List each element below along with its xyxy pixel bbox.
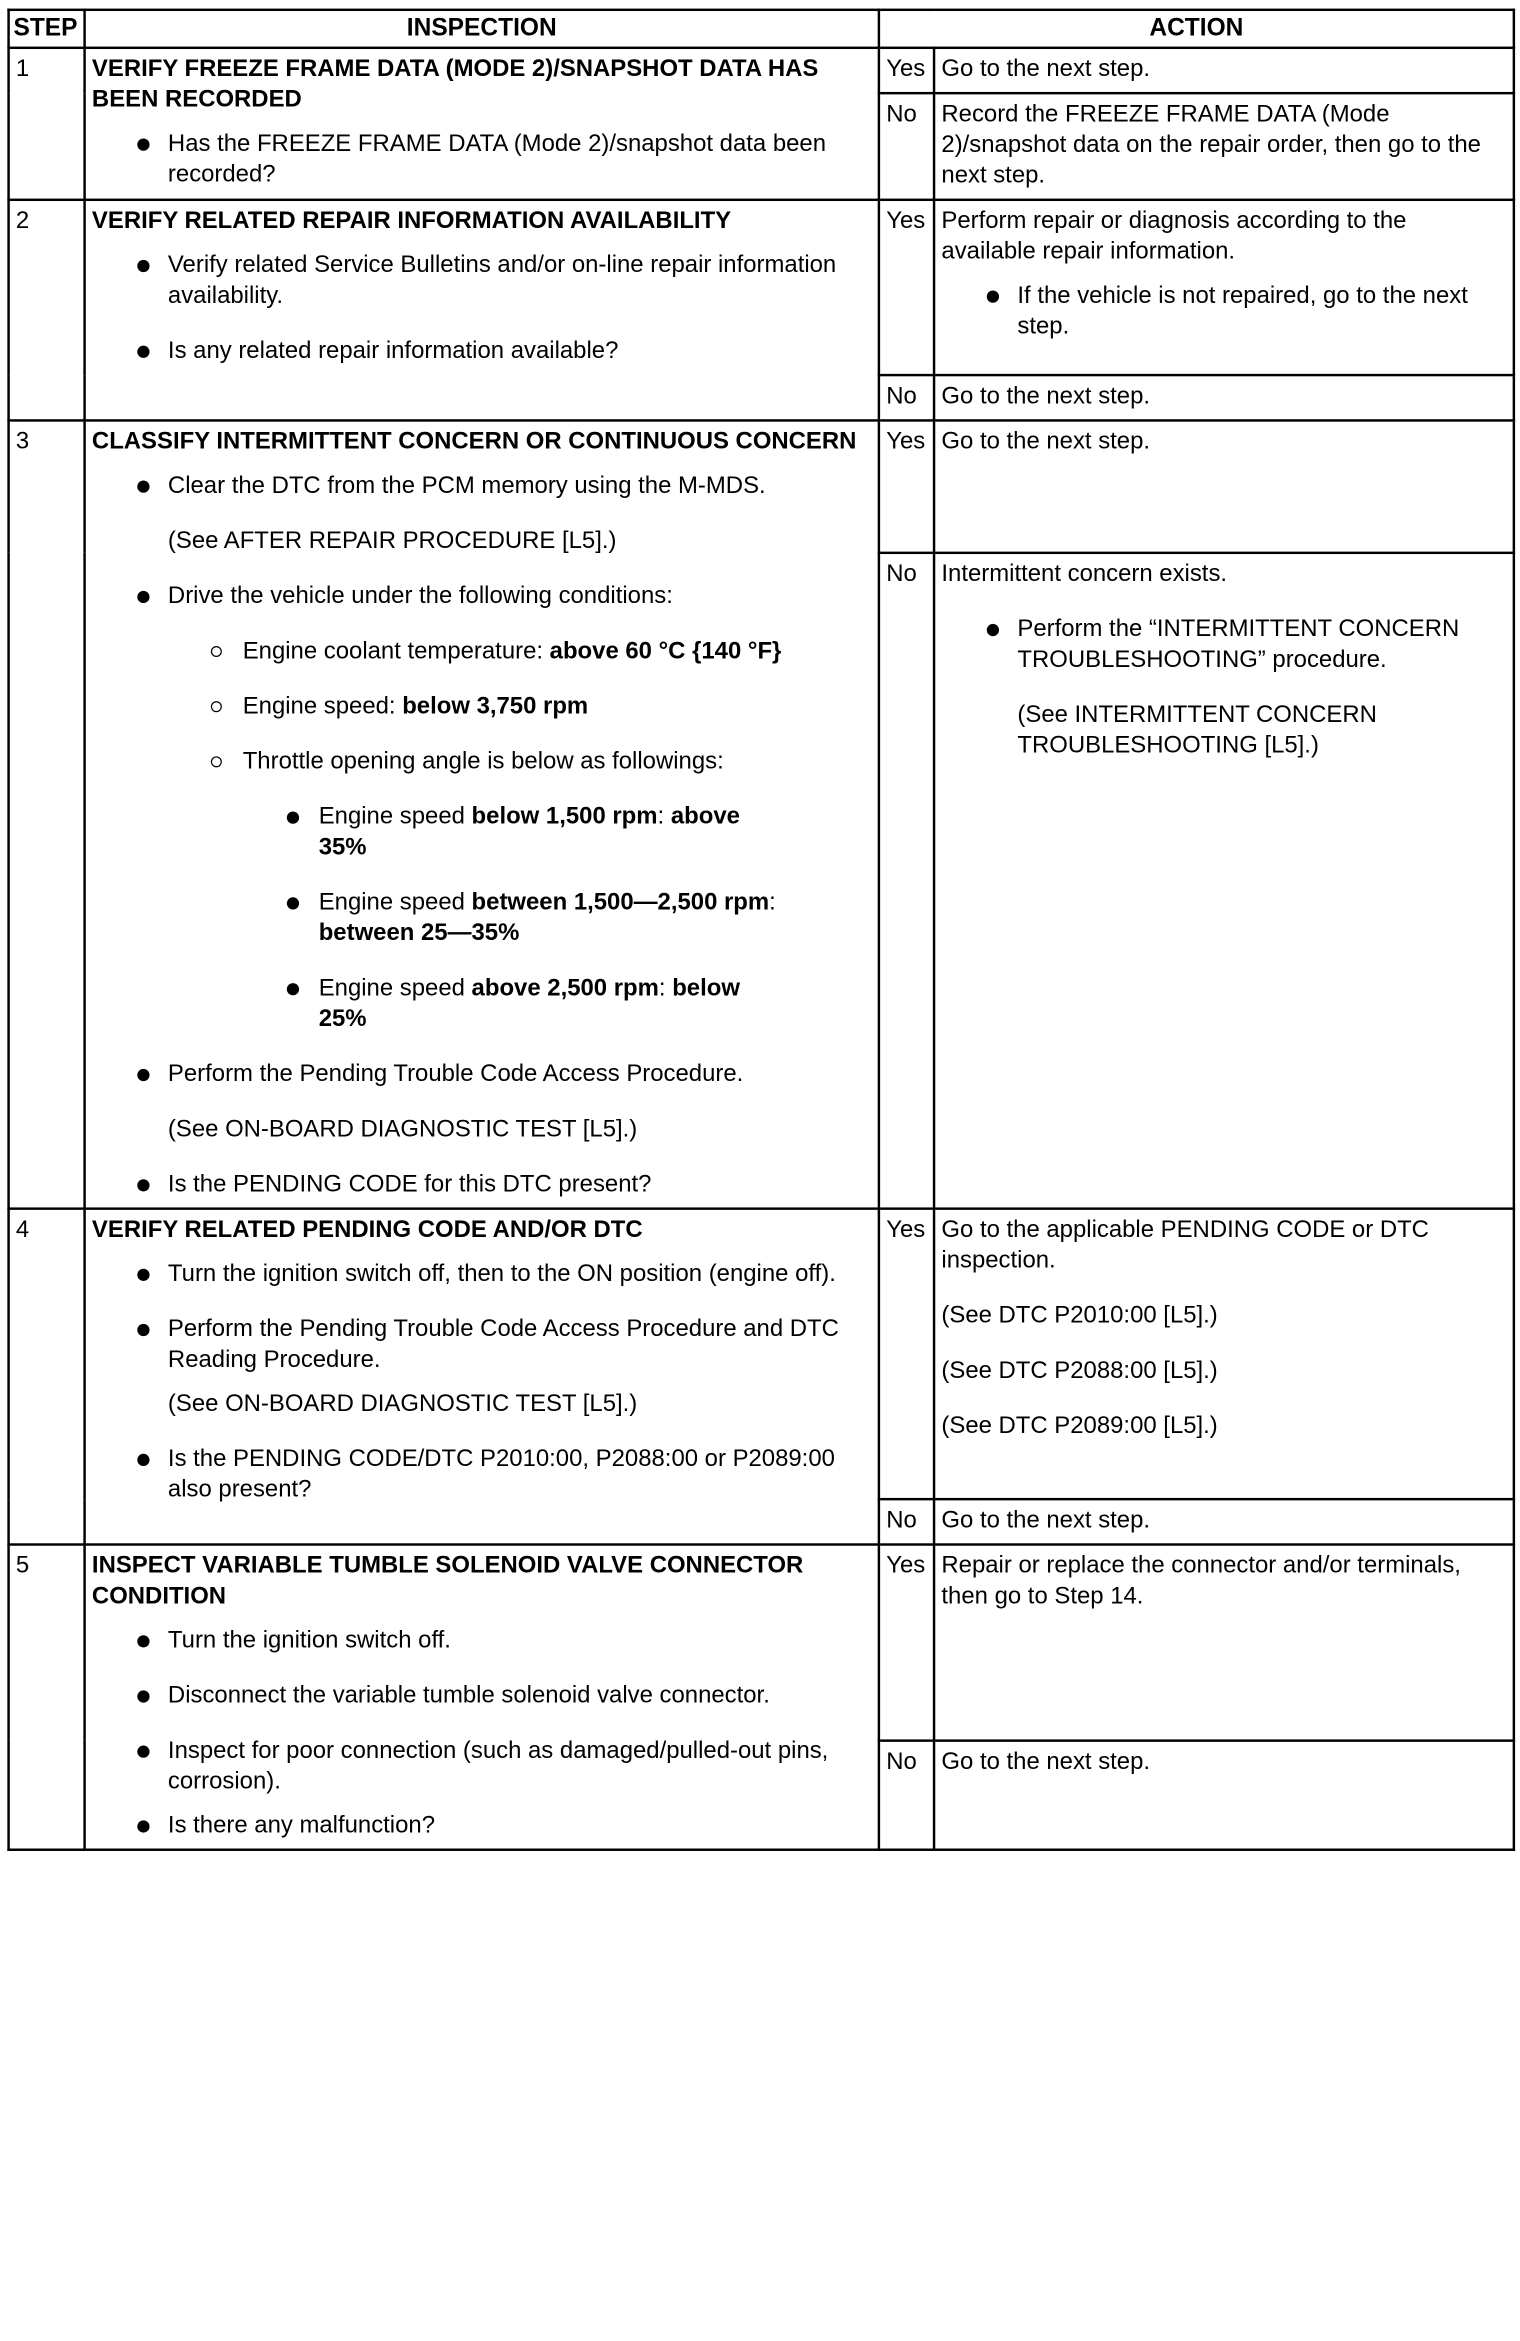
- yes-action: Go to the next step.: [934, 48, 1514, 93]
- inspection-item: Turn the ignition switch off.: [92, 1625, 872, 1656]
- condition-text: :: [769, 888, 776, 916]
- yes-action: Go to the applicable PENDING CODE or DTC inspection.: [941, 1215, 1429, 1274]
- condition-bold: below 1,500 rpm: [471, 802, 658, 830]
- inspection-item: Is any related repair information available?: [92, 336, 872, 367]
- throttle-condition: [92, 973, 778, 1034]
- condition-bold: between 1,500—2,500 rpm: [471, 888, 770, 916]
- header-inspection: INSPECTION: [85, 10, 879, 48]
- inspection-item: Is the PENDING CODE/DTC P2010:00, P2088:00 or P2089:00 also present?: [92, 1444, 872, 1505]
- yes-action-reference: (See DTC P2010:00 [L5].): [941, 1301, 1218, 1329]
- step-number: 5: [9, 1545, 85, 1850]
- yes-label: Yes: [879, 1209, 934, 1500]
- step-3-yes-row: [9, 420, 1514, 552]
- step-1-inspection: [85, 48, 879, 200]
- inspection-item: Perform the Pending Trouble Code Access Procedure.: [92, 1059, 872, 1090]
- no-action: Intermittent concern exists.: [941, 560, 1228, 588]
- throttle-condition: [92, 802, 778, 863]
- diagnostic-procedure-table: [7, 9, 1515, 1851]
- inspection-item: Is there any malfunction?: [92, 1811, 872, 1842]
- inspection-item: Turn the ignition switch off, then to the ON position (engine off).: [92, 1259, 872, 1290]
- step-number: 2: [9, 200, 85, 421]
- yes-action-reference: (See DTC P2089:00 [L5].): [941, 1412, 1218, 1440]
- inspection-reference: (See ON-BOARD DIAGNOSTIC TEST [L5].): [167, 1390, 638, 1418]
- condition-label: Engine speed:: [242, 692, 403, 720]
- condition-value: below 3,750 rpm: [402, 692, 589, 720]
- condition-text: Engine speed: [318, 802, 472, 830]
- no-action: Go to the next step.: [934, 375, 1514, 420]
- no-label: No: [879, 1499, 934, 1544]
- step-number: 3: [9, 420, 85, 1208]
- yes-label: Yes: [879, 200, 934, 375]
- step-5-yes-row: [9, 1545, 1514, 1741]
- yes-action-bullet: If the vehicle is not repaired, go to the next step.: [941, 281, 1506, 342]
- no-label: No: [879, 375, 934, 420]
- inspection-item: Is the PENDING CODE for this DTC present?: [92, 1169, 872, 1200]
- inspection-subitem: [92, 691, 872, 722]
- throttle-condition: [92, 887, 834, 948]
- yes-label: Yes: [879, 1545, 934, 1741]
- yes-action: Perform repair or diagnosis according to the available repair information.: [941, 207, 1407, 265]
- inspection-subitem: Throttle opening angle is below as followings:: [92, 747, 872, 778]
- step-1-yes-row: [9, 48, 1514, 93]
- inspection-item: Drive the vehicle under the following conditions:: [92, 581, 872, 612]
- condition-bold: above 2,500 rpm: [471, 974, 659, 1002]
- inspection-item: Perform the Pending Trouble Code Access Procedure and DTC Reading Procedure.: [92, 1314, 872, 1375]
- condition-text: Engine speed: [318, 974, 472, 1002]
- inspection-reference: (See AFTER REPAIR PROCEDURE [L5].): [167, 527, 617, 555]
- step-2-inspection: [85, 200, 879, 421]
- step-title: VERIFY FREEZE FRAME DATA (MODE 2)/SNAPSHOT DATA HAS BEEN RECORDED: [91, 55, 819, 113]
- step-title: INSPECT VARIABLE TUMBLE SOLENOID VALVE CONNECTOR CONDITION: [91, 1551, 804, 1610]
- yes-action-cell: [934, 200, 1514, 375]
- step-title: CLASSIFY INTERMITTENT CONCERN OR CONTINUOUS CONCERN: [91, 427, 857, 455]
- step-3-inspection: [85, 420, 879, 1208]
- inspection-item: Verify related Service Bulletins and/or on-line repair information availability.: [92, 250, 872, 311]
- no-label: No: [879, 553, 934, 1209]
- step-4-yes-row: [9, 1209, 1514, 1500]
- table-header-row: [9, 10, 1514, 48]
- yes-action: Repair or replace the connector and/or terminals, then go to Step 14.: [934, 1545, 1514, 1741]
- no-action-cell: [934, 553, 1514, 1209]
- step-2-yes-row: [9, 200, 1514, 375]
- yes-action-cell: [934, 1209, 1514, 1500]
- step-title: VERIFY RELATED PENDING CODE AND/OR DTC: [91, 1215, 643, 1243]
- inspection-item: Inspect for poor connection (such as damaged/pulled-out pins, corrosion).: [92, 1736, 872, 1797]
- yes-action: Go to the next step.: [934, 420, 1514, 552]
- condition-text: :: [658, 974, 673, 1002]
- header-step: STEP: [9, 10, 85, 48]
- inspection-subitem: [92, 636, 872, 667]
- no-action: Go to the next step.: [934, 1499, 1514, 1544]
- step-number: 4: [9, 1209, 85, 1545]
- step-5-inspection: [85, 1545, 879, 1850]
- condition-bold: below 25%: [318, 974, 740, 1033]
- condition-bold: between 25—35%: [318, 919, 520, 947]
- inspection-reference: (See ON-BOARD DIAGNOSTIC TEST [L5].): [167, 1115, 638, 1143]
- condition-bold: above 35%: [318, 802, 740, 861]
- step-number: 1: [9, 48, 85, 200]
- condition-value: above 60 °C {140 °F}: [549, 637, 782, 665]
- inspection-item: Has the FREEZE FRAME DATA (Mode 2)/snapshot data been recorded?: [92, 129, 872, 190]
- yes-label: Yes: [879, 420, 934, 552]
- yes-action-reference: (See DTC P2088:00 [L5].): [941, 1356, 1218, 1384]
- inspection-item: Disconnect the variable tumble solenoid valve connector.: [92, 1681, 872, 1712]
- no-action: Record the FREEZE FRAME DATA (Mode 2)/snapshot data on the repair order, then go to the next step.: [934, 93, 1514, 200]
- step-title: VERIFY RELATED REPAIR INFORMATION AVAILABILITY: [91, 207, 732, 235]
- header-action: ACTION: [879, 10, 1514, 48]
- condition-text: Engine speed: [318, 888, 472, 916]
- condition-label: Engine coolant temperature:: [242, 637, 550, 665]
- no-action: Go to the next step.: [934, 1741, 1514, 1850]
- condition-text: :: [657, 802, 671, 830]
- step-4-inspection: [85, 1209, 879, 1545]
- yes-label: Yes: [879, 48, 934, 93]
- no-label: No: [879, 93, 934, 200]
- no-label: No: [879, 1741, 934, 1850]
- no-action-bullet: Perform the “INTERMITTENT CONCERN TROUBLESHOOTING” procedure.: [941, 614, 1506, 675]
- no-action-reference: (See INTERMITTENT CONCERN TROUBLESHOOTING [L5].): [1017, 701, 1377, 759]
- inspection-item: Clear the DTC from the PCM memory using the M-MDS.: [92, 471, 872, 502]
